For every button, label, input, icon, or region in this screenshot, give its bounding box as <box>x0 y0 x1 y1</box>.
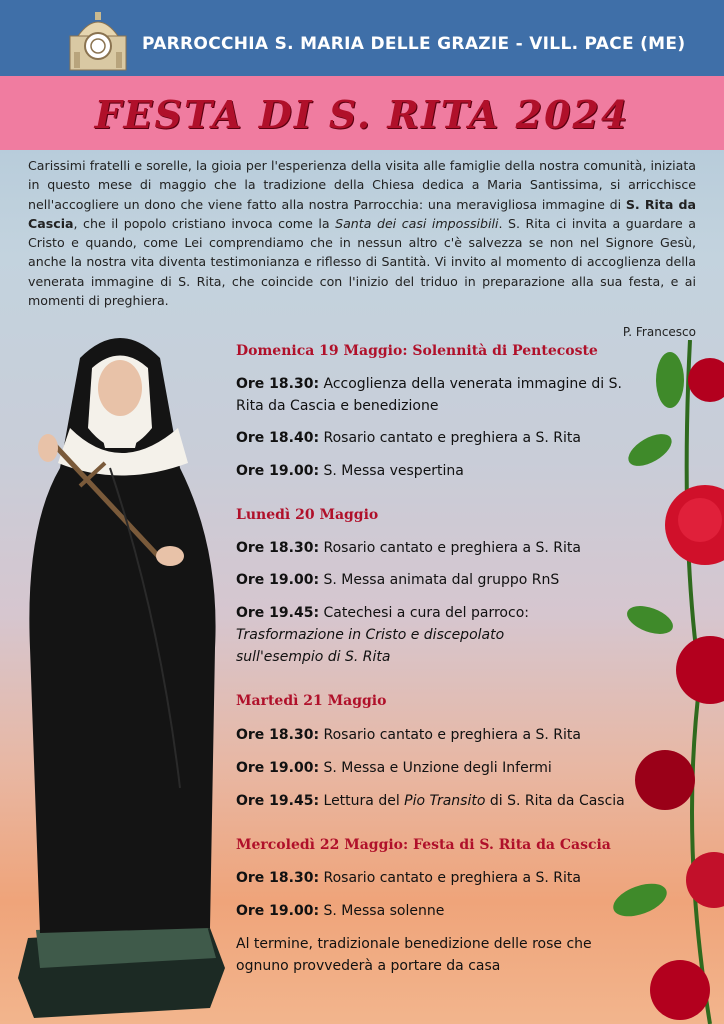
event-text: S. Messa e Unzione degli Infermi <box>319 760 552 776</box>
day-heading-wednesday: Mercoledì 22 Maggio: Festa di S. Rita da Cascia <box>236 837 611 853</box>
intro-paragraph <box>28 156 696 310</box>
intro-italic: Santa dei casi impossibili <box>335 215 499 231</box>
event-sunday-2 <box>236 427 628 449</box>
event-monday-3 <box>236 602 536 668</box>
event-text: Rosario cantato e preghiera a S. Rita <box>319 430 581 446</box>
event-time: Ore 18.40: <box>236 430 320 446</box>
event-text: Rosario cantato e preghiera a S. Rita <box>319 727 581 743</box>
event-tuesday-3 <box>236 790 656 812</box>
event-text: Rosario cantato e preghiera a S. Rita <box>319 540 581 556</box>
parish-name: PARROCCHIA S. MARIA DELLE GRAZIE - VILL. PACE (ME) <box>142 34 686 54</box>
event-text: Accoglienza della venerata immagine di S. Rita da Cascia e benedizione <box>236 376 622 414</box>
event-time: Ore 18.30: <box>236 376 320 392</box>
event-text: S. Messa solenne <box>319 903 445 919</box>
event-time: Ore 19.00: <box>236 760 320 776</box>
intro-text-1: Carissimi fratelli e sorelle, la gioia per l'esperienza della visita alle famiglie della nostra comunità, iniziata in questo mese di maggio che la tradizione della Chiesa dedica a Maria Santissima, si arricchisce nell'accogliere un dono che viene fatto alla nostra Parrocchia: una meravigliosa immagine di <box>28 158 696 212</box>
event-time: Ore 18.30: <box>236 540 320 556</box>
event-time: Ore 19.00: <box>236 463 320 479</box>
closing-note: Al termine, tradizionale benedizione delle rose che ognuno provvederà a portare da casa <box>236 936 592 974</box>
church-dome-logo-icon <box>66 10 130 72</box>
saint-rita-statue-icon <box>10 318 234 1018</box>
event-time: Ore 19.00: <box>236 572 320 588</box>
event-text: Lettura del <box>319 793 405 809</box>
signature: P. Francesco <box>622 325 696 339</box>
event-time: Ore 18.30: <box>236 870 320 886</box>
intro-bold-saint: S. Rita da Cascia <box>28 196 697 231</box>
event-time: Ore 18.30: <box>236 727 320 743</box>
day-heading-tuesday: Martedì 21 Maggio <box>236 693 387 709</box>
event-wednesday-2 <box>236 900 628 922</box>
day-heading-sunday: Domenica 19 Maggio: Solennità di Pentecoste <box>236 343 598 359</box>
event-text: S. Messa vespertina <box>319 463 464 479</box>
event-time: Ore 19.45: <box>236 605 320 621</box>
day-heading-monday: Lunedì 20 Maggio <box>236 507 379 523</box>
event-text: di S. Rita da Cascia <box>485 793 625 809</box>
event-italic: Trasformazione in Cristo e discepolato sull'esempio di S. Rita <box>236 627 505 665</box>
event-text: Catechesi a cura del parroco: <box>319 605 529 621</box>
event-sunday-1 <box>236 373 628 417</box>
intro-text-3: . S. Rita ci invita a guardare a Cristo e quando, come Lei comprendiamo che in nessun altro c'è salvezza se non nel Signore Gesù, anche la nostra vita diventa testimonianza e riflesso di Santità. Vi invito al momento di accoglienza della venerata immagine di S. Rita, che coincide con l'inizio del triduo in preparazione alla sua festa, e ai momenti di preghiera. <box>28 215 696 309</box>
event-sunday-3 <box>236 460 628 482</box>
event-tuesday-1 <box>236 724 628 746</box>
event-italic: Pio Transito <box>404 793 486 809</box>
page-title: FESTA DI S. RITA 2024 <box>94 92 630 137</box>
event-monday-1 <box>236 537 628 559</box>
event-monday-2 <box>236 569 628 591</box>
event-wednesday-1 <box>236 867 628 889</box>
event-tuesday-2 <box>236 757 628 779</box>
event-text: S. Messa animata dal gruppo RnS <box>319 572 560 588</box>
intro-text-2: , che il popolo cristiano invoca come la <box>73 215 336 231</box>
event-time: Ore 19.45: <box>236 793 320 809</box>
event-time: Ore 19.00: <box>236 903 320 919</box>
event-text: Rosario cantato e preghiera a S. Rita <box>319 870 581 886</box>
